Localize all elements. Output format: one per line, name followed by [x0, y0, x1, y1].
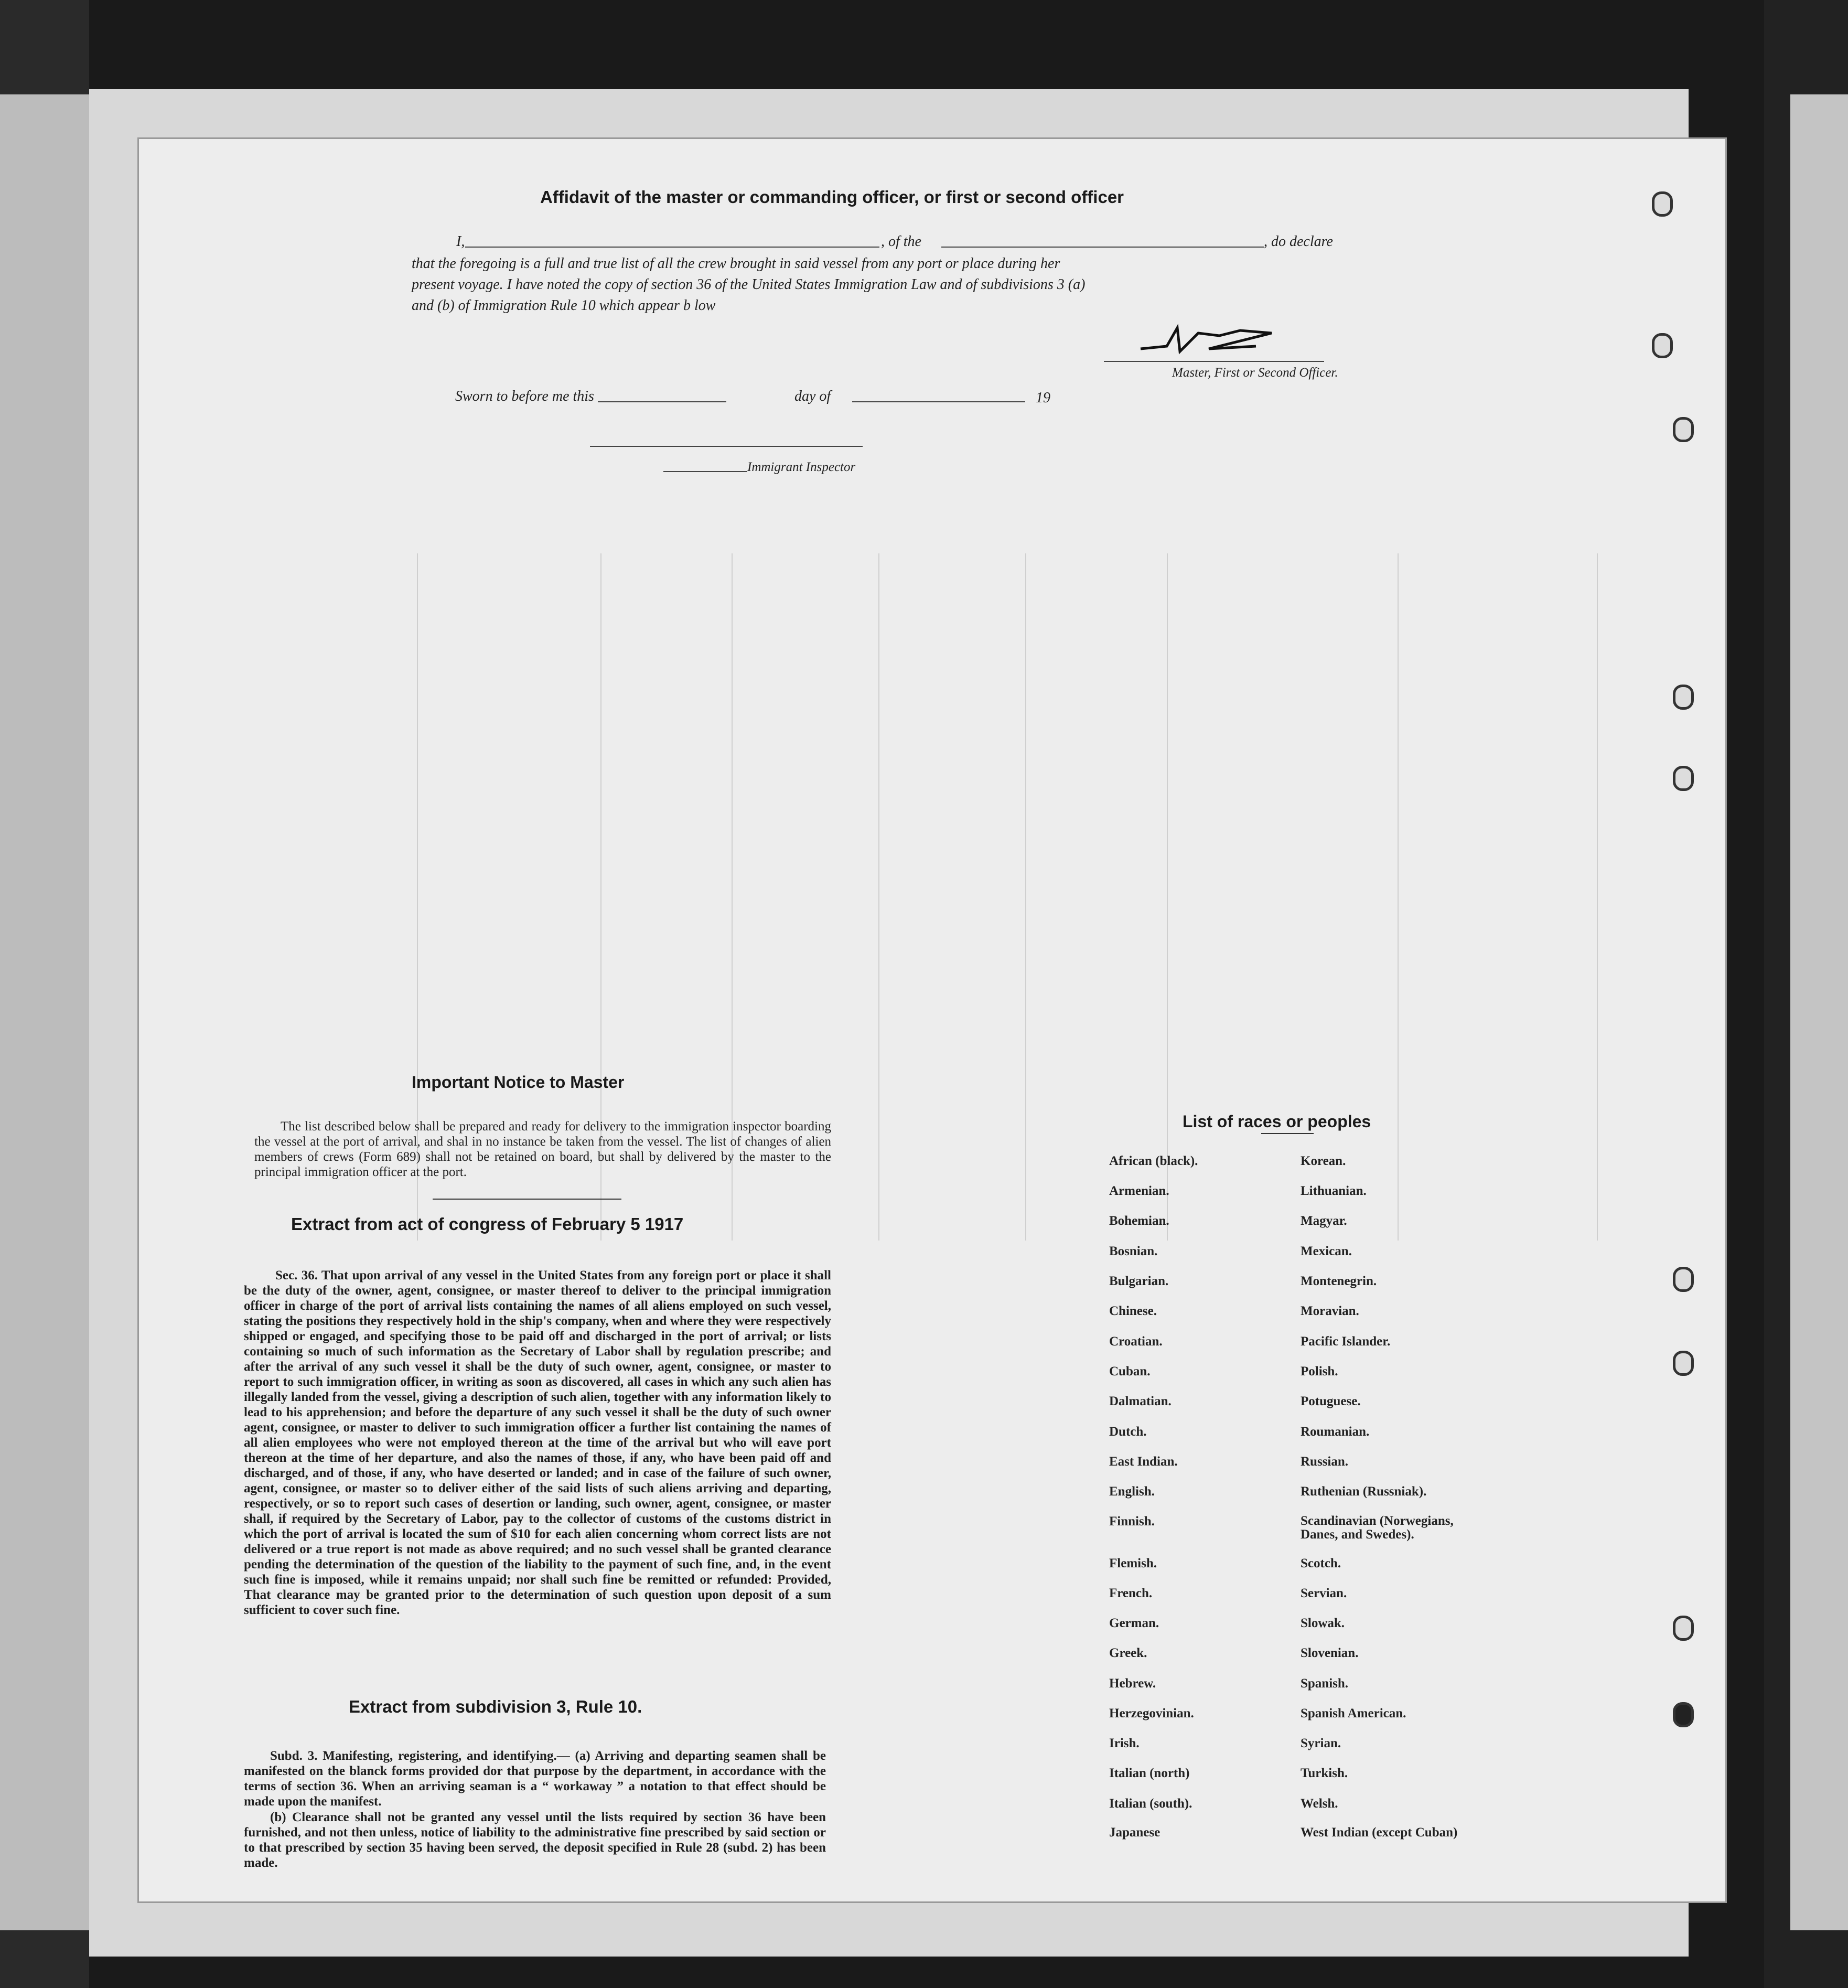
binder-hole: [1673, 766, 1694, 791]
race-item-left: East Indian.: [1109, 1455, 1178, 1469]
race-item-right: Slovenian.: [1301, 1646, 1359, 1660]
race-item-left: Japanese: [1109, 1825, 1161, 1840]
race-item-left: Cuban.: [1109, 1364, 1151, 1378]
race-item-right: Spanish.: [1301, 1676, 1349, 1691]
adjacent-page-left: [0, 94, 89, 1930]
ghost-column-line: [1167, 553, 1168, 1241]
race-item-right: Spanish American.: [1301, 1706, 1406, 1720]
race-item-left: Italian (south).: [1109, 1797, 1192, 1811]
race-item-left: Italian (north): [1109, 1766, 1190, 1780]
binder-hole: [1652, 333, 1673, 358]
affidavit-title: Affidavit of the master or commanding officer, or first or second officer: [540, 187, 1124, 207]
binder-hole: [1673, 1267, 1694, 1292]
race-item-right: Scotch.: [1301, 1556, 1341, 1570]
subdivision-title: Extract from subdivision 3, Rule 10.: [349, 1697, 642, 1716]
race-item-left: Bosnian.: [1109, 1244, 1158, 1258]
ghost-column-line: [1597, 553, 1598, 1241]
affidavit-body-line-1: that the foregoing is a full and true list of all the crew brought in said vessel from any port or place during her: [412, 255, 1060, 272]
affidavit-declare-label: , do declare: [1264, 233, 1333, 250]
race-item-left: Bohemian.: [1109, 1214, 1169, 1228]
master-fill-line: [1104, 361, 1324, 362]
race-item-left: Finnish.: [1109, 1514, 1155, 1529]
race-item-right: Roumanian.: [1301, 1425, 1370, 1439]
race-item-right: Syrian.: [1301, 1736, 1341, 1750]
race-item-right: Lithuanian.: [1301, 1184, 1367, 1198]
race-item-right: Korean.: [1301, 1154, 1346, 1168]
binder-hole: [1673, 1616, 1694, 1641]
race-item-right: Pacific Islander.: [1301, 1334, 1391, 1349]
act-extract-body: Sec. 36. That upon arrival of any vessel in the United States from any foreign port or place it shall be the duty of the owner, agent, consignee, or master thereof to deliver to the principal immigration officer in charge of the port of arrival lists containing the names of all aliens employed on such vessel, stating the positions they respectively hold in the ship's company, when and where they were respectively shipped or engaged, and specifying those to be paid off and discharged in the port of arrival; or lists containing so much of such information as the Secretary of Labor shall by regulation prescribe; and after the arrival of any such vessel it shall be the duty of such owner, agent, consignee, or master to report to such immigration officer, in writing as soon as discovered, all cases in which any such alien has illegally landed from the vessel, giving a description of such alien, together with any information likely to lead to his apprehension; and before the departure of any such vessel it shall be the duty of such owner agent, consignee, or master to deliver to such immigration officer a further list containing the names of all alien employees who were not employed thereon at the time of the arrival but who will eave port thereon at the time of her departure, and also the names of those, if any, who have been paid off and discharged, and of those, if any, who have deserted or landed; and in case of the failure of such owner, agent, consignee, or master so to deliver either of the said lists of such aliens arriving and departing, respectively, or so to report such cases of desertion or landing, such owner, agent, consignee, or master shall, if required by the Secretary of Labor, pay to the collector of customs of the customs district in which the port of arrival is located the sum of $10 for each alien concerning whom correct lists are not delivered or a true report is not made as above required; and no such vessel shall be granted clearance pending the determination of the question of the liability to the payment of such fine, and, in the event such fine is imposed, while it remains unpaid; nor shall such fine be remitted or refunded: Provided, That clearance may be granted prior to the determination of such question upon deposit of a sum sufficient to cover such fine.: [244, 1268, 831, 1617]
races-title: List of races or peoples: [1183, 1112, 1371, 1131]
race-item-left: Armenian.: [1109, 1184, 1169, 1198]
race-item-right: Potuguese.: [1301, 1394, 1361, 1408]
race-item-right: Welsh.: [1301, 1797, 1338, 1811]
master-label: Master, First or Second Officer.: [1172, 366, 1338, 380]
race-item-right: Servian.: [1301, 1586, 1347, 1600]
notice-title: Important Notice to Master: [412, 1073, 625, 1092]
race-item-left: Dalmatian.: [1109, 1394, 1172, 1408]
master-signature: [1135, 317, 1293, 365]
affidavit-of-the-label: , of the: [881, 233, 921, 250]
race-item-left: Hebrew.: [1109, 1676, 1156, 1691]
race-item-left: Croatian.: [1109, 1334, 1163, 1349]
binder-hole: [1673, 1702, 1694, 1727]
year-label: 19: [1036, 390, 1050, 406]
race-item-left: Flemish.: [1109, 1556, 1157, 1570]
ghost-column-line: [1398, 553, 1399, 1241]
race-item-left: African (black).: [1109, 1154, 1198, 1168]
race-item-left: German.: [1109, 1616, 1159, 1630]
sworn-month-fill-line: [852, 401, 1025, 402]
race-item-left: Irish.: [1109, 1736, 1140, 1750]
race-item-left: Bulgarian.: [1109, 1274, 1169, 1288]
day-of-label: day of: [794, 388, 831, 404]
inspector-short-line: [663, 471, 747, 472]
inspector-label: Immigrant Inspector: [747, 460, 856, 474]
race-item-right: Scandinavian (Norwegians, Danes, and Swedes).: [1301, 1514, 1454, 1542]
affidavit-body-line-2: present voyage. I have noted the copy of section 36 of the United States Immigration Law and of subdivisions 3 (a): [412, 276, 1086, 293]
affidavit-i-label: I,: [456, 233, 465, 250]
race-item-right: Moravian.: [1301, 1304, 1359, 1318]
name-fill-line: [465, 247, 879, 248]
subdivision-para-a: Subd. 3. Manifesting, registering, and identifying.— (a) Arriving and departing seamen shall be manifested on the blanck forms provided dor that purpose by the department, in accordance with the terms of section 36. When an arriving seaman is a “ workaway ” a notation to that effect should be made upon the manifest.: [244, 1749, 826, 1809]
subdivision-para-b: (b) Clearance shall not be granted any vessel until the lists required by section 36 have been furnished, and not then unless, notice of liability to the administrative fine prescribed by said section or to that prescribed by section 35 having been served, the deposit specified in Rule 28 (subd. 2) has been made.: [244, 1810, 826, 1870]
ghost-column-line: [878, 553, 879, 1241]
binder-hole: [1673, 417, 1694, 442]
race-item-left: Greek.: [1109, 1646, 1147, 1660]
race-item-right: Slowak.: [1301, 1616, 1345, 1630]
race-item-right: Turkish.: [1301, 1766, 1348, 1780]
vessel-fill-line: [941, 247, 1264, 248]
affidavit-body-line-3: and (b) of Immigration Rule 10 which appear b low: [412, 297, 716, 314]
sworn-day-fill-line: [598, 401, 726, 402]
race-item-right: Magyar.: [1301, 1214, 1347, 1228]
sworn-label: Sworn to before me this: [455, 388, 594, 404]
act-extract-title: Extract from act of congress of February 5 1917: [291, 1214, 684, 1234]
race-item-left: French.: [1109, 1586, 1153, 1600]
race-item-right: Russian.: [1301, 1455, 1349, 1469]
race-item-right: Polish.: [1301, 1364, 1338, 1378]
race-item-right: Mexican.: [1301, 1244, 1352, 1258]
inspector-signature-line: [590, 446, 863, 447]
adjacent-page-right: [1790, 94, 1848, 1930]
notice-body: The list described below shall be prepared and ready for delivery to the immigration inspector boarding the vessel at the port of arrival, and shal in no instance be taken from the vessel. The list of changes of alien members of crews (Form 689) shall not be retained on board, but shall by delivered by the master to the principal immigration officer at the port.: [254, 1119, 831, 1179]
race-item-left: English.: [1109, 1484, 1155, 1499]
document-page: [139, 139, 1725, 1901]
race-item-right: Ruthenian (Russniak).: [1301, 1484, 1427, 1499]
race-item-right: Montenegrin.: [1301, 1274, 1377, 1288]
races-title-underline: [1261, 1133, 1314, 1134]
ghost-column-line: [1025, 553, 1026, 1241]
binder-hole: [1652, 191, 1673, 217]
race-item-right: West Indian (except Cuban): [1301, 1825, 1458, 1840]
race-item-left: Dutch.: [1109, 1425, 1147, 1439]
race-item-left: Herzegovinian.: [1109, 1706, 1194, 1720]
notice-divider: [433, 1199, 621, 1200]
binder-hole: [1673, 1351, 1694, 1376]
binder-hole: [1673, 685, 1694, 710]
race-item-left: Chinese.: [1109, 1304, 1157, 1318]
